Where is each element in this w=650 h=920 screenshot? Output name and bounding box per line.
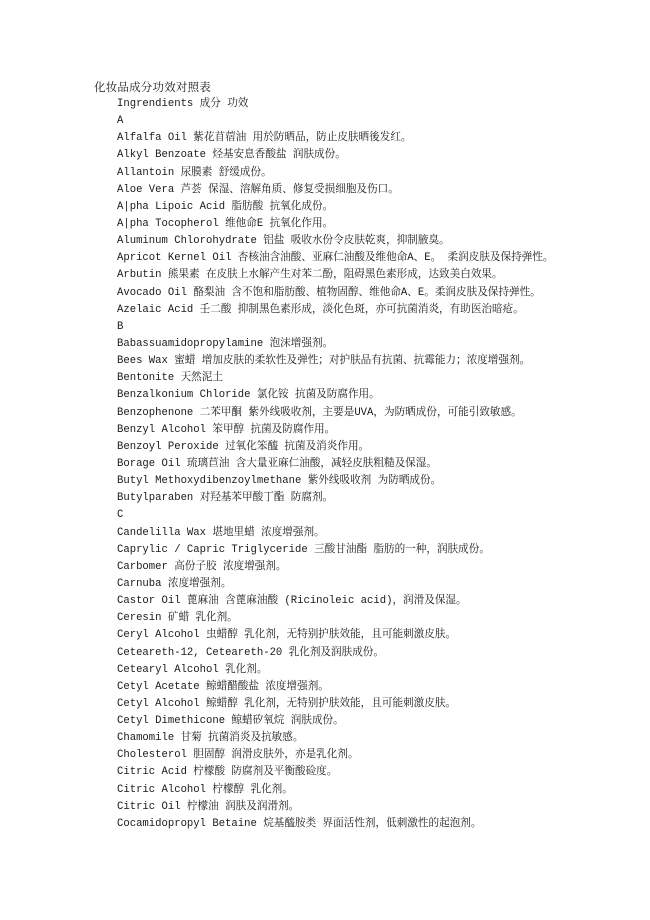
ingredient-line: Azelaic Acid 壬二酸 抑制黑色素形成，淡化色斑，亦可抗菌消炎，有助医治暗疮。 xyxy=(117,303,524,316)
ingredient-line: Bentonite 天然泥土 xyxy=(117,372,223,385)
ingredient-line: Cetyl Dimethicone 鲸蜡矽氧烷 润肤成份。 xyxy=(117,715,344,728)
ingredient-line: Apricot Kernel Oil 杏核油含油酸、亚麻仁油酸及维他命A、E。 柔润皮肤及保持弹性。 xyxy=(117,252,554,265)
ingredient-line: Carbomer 高份子胶 浓度增强剂。 xyxy=(117,560,287,573)
ingredient-line: A|pha Lipoic Acid 脂肪酸 抗氧化成份。 xyxy=(117,200,334,213)
ingredient-line: Aloe Vera 芦荟 保湿、溶解角质、修复受损细胞及伤口。 xyxy=(117,183,399,196)
ingredient-line: Cholesterol 胆固醇 润滑皮肤外，亦是乳化剂。 xyxy=(117,749,359,762)
ingredient-line: Chamomile 甘菊 抗菌消炎及抗敏感。 xyxy=(117,732,304,745)
ingredient-line: Benzoyl Peroxide 过氧化笨醯 抗菌及消炎作用。 xyxy=(117,440,370,453)
ingredient-line: Cetyl Acetate 鲸蜡醋酸盐 浓度增强剂。 xyxy=(117,680,329,693)
ingredient-line: Caprylic / Capric Triglyceride 三酸甘油酯 脂肪的一种，润肤成份。 xyxy=(117,543,490,556)
ingredient-line: Avocado Oil 酪梨油 含不饱和脂肪酸、植物固醇、维他命A、E。柔润皮肤及保持弹性。 xyxy=(117,286,541,299)
ingredient-line: Cetyl Alcohol 鲸蜡醇 乳化剂，无特别护肤效能，且可能刺激皮肤。 xyxy=(117,697,457,710)
section-letter: C xyxy=(117,509,124,522)
section-letter: A xyxy=(117,115,124,128)
ingredient-line: Alfalfa Oil 紫花苜蓿油 用於防晒品，防止皮肤晒後发红。 xyxy=(117,132,412,145)
column-header: Ingrendients 成分 功效 xyxy=(117,98,249,110)
ingredient-line: Citric Acid 柠檬酸 防腐剂及平衡酸硷度。 xyxy=(117,766,338,779)
ingredient-line: Butyl Methoxydibenzoylmethane 紫外线吸收剂 为防晒成份。 xyxy=(117,475,442,488)
document-title: 化妆品成分功效对照表 xyxy=(94,82,211,95)
ingredient-line: Aluminum Chlorohydrate 铝盐 吸收水份令皮肤乾爽，抑制腋臭。 xyxy=(117,235,450,248)
ingredient-line: Carnuba 浓度增强剂。 xyxy=(117,577,232,590)
ingredient-line: Benzalkonium Chloride 氯化铵 抗菌及防腐作用。 xyxy=(117,389,380,402)
ingredient-line: Alkyl Benzoate 烃基安息香酸盐 润肤成份。 xyxy=(117,149,346,162)
ingredient-line: Ceresin 矿蜡 乳化剂。 xyxy=(117,612,238,625)
section-letter: B xyxy=(117,320,124,333)
ingredient-line: Allantoin 尿膜素 舒缓成份。 xyxy=(117,166,272,179)
ingredient-line: Borage Oil 琉璃苣油 含大量亚麻仁油酸，减轻皮肤粗糙及保湿。 xyxy=(117,457,437,470)
ingredient-line: Citric Alcohol 柠檬醇 乳化剂。 xyxy=(117,783,293,796)
ingredient-line: Ceteareth-12, Ceteareth-20 乳化剂及润肤成份。 xyxy=(117,646,384,659)
ingredient-line: Citric Oil 柠檬油 润肤及润滑剂。 xyxy=(117,800,300,813)
ingredient-line: Castor Oil 蓖麻油 含蓖麻油酸 (Ricinoleic acid)，润滑及保湿。 xyxy=(117,595,467,608)
ingredient-list xyxy=(117,96,637,833)
ingredient-line: Cetearyl Alcohol 乳化剂。 xyxy=(117,663,268,676)
ingredient-line: Cocamidopropyl Betaine 烷基醯胺类 界面活性剂，低刺激性的起泡剂。 xyxy=(117,817,482,830)
ingredient-line: Benzyl Alcohol 笨甲醇 抗菌及防腐作用。 xyxy=(117,423,336,436)
ingredient-line: Arbutin 熊果素 在皮肤上水解产生对苯二酚，阻碍黑色素形成，达致美白效果。 xyxy=(117,269,503,282)
ingredient-line: Candelilla Wax 堪地里蜡 浓度增强剂。 xyxy=(117,526,325,539)
ingredient-line: A|pha Tocopherol 维他命E 抗氧化作用。 xyxy=(117,217,334,230)
ingredient-line: Bees Wax 蜜蜡 增加皮肤的柔软性及弹性；对护肤品有抗菌、抗霉能力；浓度增强剂。 xyxy=(117,355,531,368)
ingredient-line: Benzophenone 二苯甲酮 紫外线吸收剂，主要是UVA，为防晒成份，可能引致敏感。 xyxy=(117,406,522,419)
ingredient-line: Butylparaben 对羟基苯甲酸丁酯 防腐剂。 xyxy=(117,492,334,505)
ingredient-line: Babassuamidopropylamine 泡沫增强剂。 xyxy=(117,337,334,350)
ingredient-line: Ceryl Alcohol 虫蜡醇 乳化剂，无特别护肤效能，且可能刺激皮肤。 xyxy=(117,629,457,642)
